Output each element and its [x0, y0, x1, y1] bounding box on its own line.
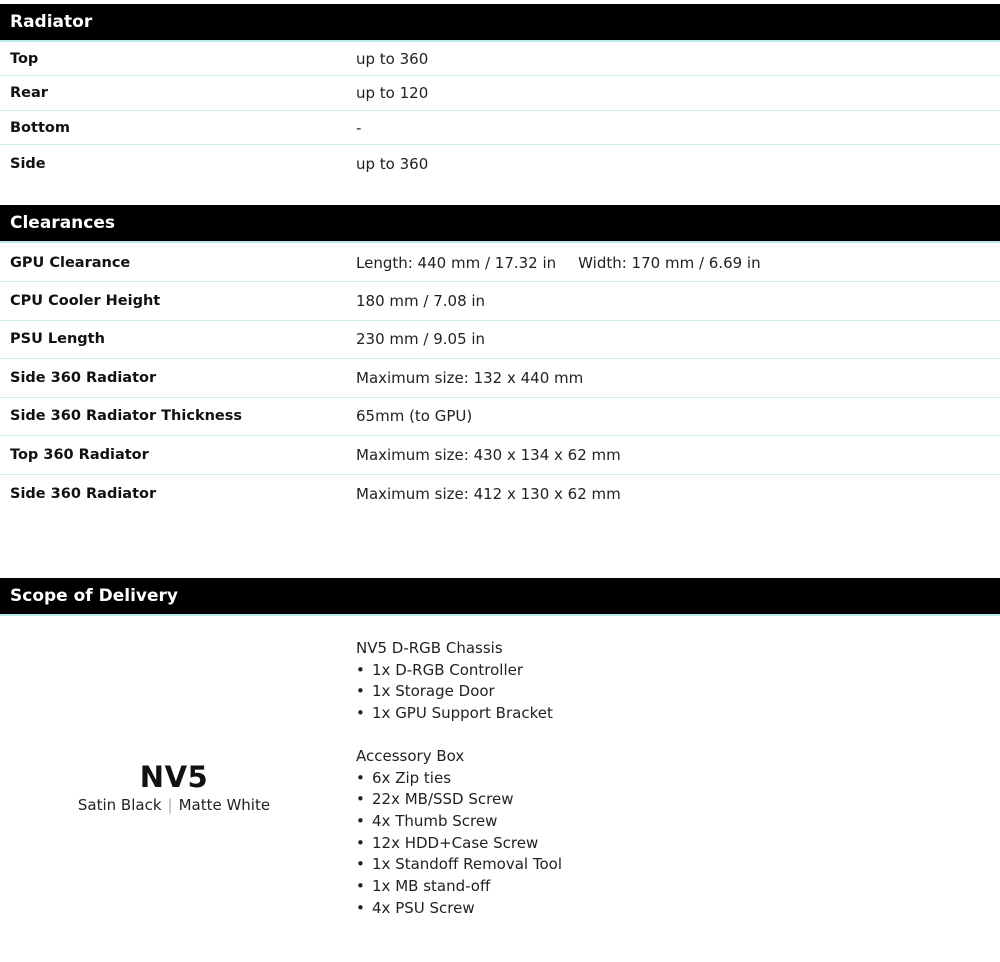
- bullet-icon: •: [356, 811, 365, 830]
- row-label: Side 360 Radiator Thickness: [10, 408, 243, 425]
- row-value: 230 mm / 9.05 in: [356, 330, 486, 349]
- chassis-list: [356, 638, 553, 725]
- row-label: Bottom: [10, 119, 70, 136]
- list-item-text: 4x PSU Screw: [372, 898, 475, 917]
- clearances-title: Clearances: [10, 213, 115, 233]
- bullet-icon: •: [356, 703, 365, 722]
- delivery-section-header: [0, 578, 1000, 616]
- bullet-icon: •: [356, 855, 365, 874]
- list-item-text: 1x D-RGB Controller: [372, 660, 524, 679]
- list-item-text: 22x MB/SSD Screw: [372, 790, 514, 809]
- list-item-text: 1x Storage Door: [372, 682, 495, 701]
- product-block: [0, 760, 348, 814]
- list-item: [356, 789, 562, 811]
- bullet-icon: •: [356, 833, 365, 852]
- radiator-section-header: [0, 4, 1000, 42]
- table-row: [0, 42, 1000, 76]
- list-item-text: 1x MB stand-off: [372, 876, 491, 895]
- variant-satin-black: Satin Black: [77, 796, 162, 814]
- row-value: Maximum size: 412 x 130 x 62 mm: [356, 484, 621, 503]
- chassis-heading: NV5 D-RGB Chassis: [356, 639, 503, 657]
- row-value: 65mm (to GPU): [356, 407, 473, 426]
- row-label: Side: [10, 155, 46, 172]
- radiator-title: Radiator: [10, 12, 93, 32]
- bullet-icon: •: [356, 682, 365, 701]
- table-row: [0, 111, 1000, 145]
- list-item: [356, 768, 562, 790]
- table-row: [0, 359, 1000, 398]
- bullet-icon: •: [356, 898, 365, 917]
- accessory-heading: Accessory Box: [356, 747, 465, 765]
- row-label: CPU Cooler Height: [10, 292, 161, 309]
- bullet-icon: •: [356, 790, 365, 809]
- row-label: Side 360 Radiator: [10, 369, 157, 386]
- bullet-icon: •: [356, 660, 365, 679]
- row-label: Top 360 Radiator: [10, 446, 149, 463]
- table-row: [0, 244, 1000, 282]
- table-row: [0, 436, 1000, 475]
- gpu-width-value: Width: 170 mm / 6.69 in: [578, 253, 761, 272]
- list-item: [356, 660, 553, 682]
- list-item: [356, 854, 562, 876]
- row-label: Top: [10, 50, 39, 67]
- row-label: GPU Clearance: [10, 254, 131, 271]
- list-item-text: 1x GPU Support Bracket: [372, 703, 553, 722]
- row-value: up to 120: [356, 84, 429, 102]
- clearances-section-header: [0, 205, 1000, 243]
- list-item-text: 4x Thumb Screw: [372, 811, 498, 830]
- table-row: [0, 145, 1000, 182]
- product-name: NV5: [139, 760, 209, 794]
- row-label: Side 360 Radiator: [10, 485, 157, 502]
- row-value: -: [356, 118, 362, 137]
- row-value: Maximum size: 430 x 134 x 62 mm: [356, 445, 621, 464]
- row-value: 180 mm / 7.08 in: [356, 291, 486, 310]
- list-item: [356, 876, 562, 898]
- bullet-icon: •: [356, 876, 365, 895]
- list-item: [356, 703, 553, 725]
- table-row: [0, 282, 1000, 321]
- accessory-list: [356, 746, 562, 919]
- row-value: up to 360: [356, 154, 429, 173]
- row-value: Maximum size: 132 x 440 mm: [356, 368, 584, 387]
- row-value: [356, 254, 761, 272]
- list-item-text: 12x HDD+Case Screw: [372, 833, 539, 852]
- row-value: up to 360: [356, 49, 429, 68]
- table-row: [0, 475, 1000, 513]
- variant-matte-white: Matte White: [178, 796, 271, 814]
- variant-separator: |: [167, 796, 173, 814]
- list-item: [356, 811, 562, 833]
- row-label: Rear: [10, 85, 48, 101]
- table-row: [0, 321, 1000, 360]
- list-item: [356, 681, 553, 703]
- row-label: PSU Length: [10, 331, 105, 348]
- list-item-text: 6x Zip ties: [372, 768, 452, 787]
- product-variants: [0, 796, 348, 814]
- list-item-text: 1x Standoff Removal Tool: [372, 855, 562, 874]
- list-item: [356, 833, 562, 855]
- table-row: [0, 76, 1000, 111]
- delivery-title: Scope of Delivery: [10, 586, 178, 606]
- gpu-length-value: Length: 440 mm / 17.32 in: [356, 253, 557, 272]
- list-item: [356, 898, 562, 920]
- bullet-icon: •: [356, 768, 365, 787]
- table-row: [0, 398, 1000, 437]
